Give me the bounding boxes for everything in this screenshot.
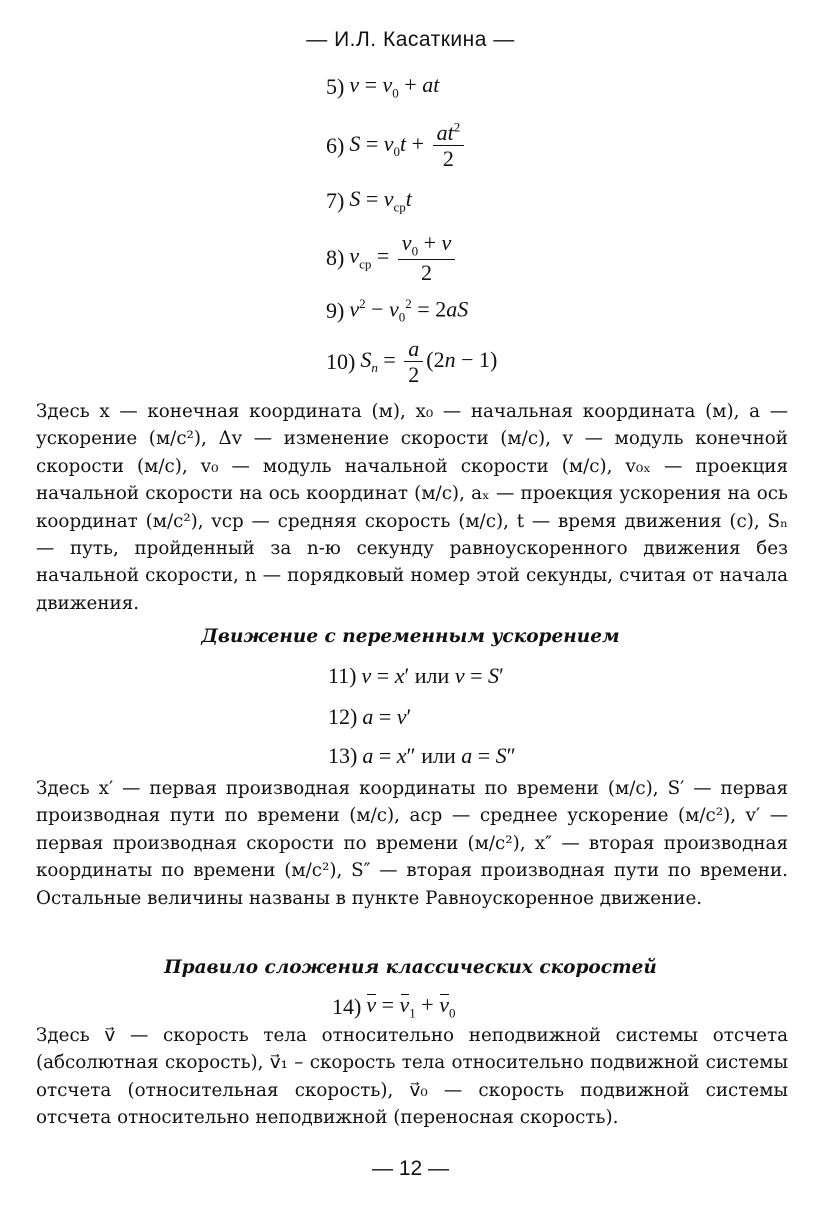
- formula-body: $S = v_0t$ + $\frac{at^2}{2}$: [349, 120, 467, 172]
- formula-body: $v_{ср}$ = $\frac{v_0 + v}{2}$: [349, 230, 458, 286]
- formula-number: 9): [326, 297, 345, 323]
- formula-number: 6): [326, 132, 345, 158]
- formula-5: [326, 72, 439, 101]
- formula-10: [326, 336, 497, 388]
- definitions-paragraph-1: Здесь x — конечная координата (м), x₀ — начальная координата (м), a — ускорение (м/с²), Δv — изменение скорости (м/с), v — модуль конечной скорости (м/с), v₀ — модуль начальной скорости (м/с), v₀ₓ — проекция начальной скорости на ось координат (м/с), aₓ — проекция ускорения на ось координат (м/с²), vср — средняя скорость (м/с), t — время движения (с), Sₙ — путь, пройденный за n-ю секунду равноускоренного движения без начальной скорости, n — порядковый номер этой секунды, считая от начала движения.: [36, 401, 788, 614]
- formula-body: a = x″ или a = S″: [362, 743, 516, 768]
- formula-7: [326, 186, 412, 215]
- definitions-paragraph-2: Здесь x′ — первая производная координаты по времени (м/с), S′ — первая производная пути по времени (м/с), aср — среднее ускорение (м/с²), v′ — первая производная скорости по времени (м/с²), x″ — вторая производная координаты по времени (м/с²), S″ — вторая производная пути по времени. Остальные величины названы в пункте Равноускоренное движение.: [36, 778, 788, 909]
- formula-11: [328, 663, 504, 689]
- formula-6: [326, 120, 467, 172]
- formula-body: $S_n$ = $\frac{a}{2}$ (2n − 1): [360, 336, 498, 388]
- formula-body: a = v′: [362, 704, 412, 729]
- formula-number: 8): [326, 244, 345, 270]
- formula-14: [332, 992, 455, 1021]
- page-number: — 12 —: [371, 1157, 450, 1180]
- formula-number: 13): [328, 743, 358, 768]
- formula-body: $S = v_{ср}t$: [349, 186, 412, 215]
- section-heading-velocity-addition: Правило сложения классических скоростей: [164, 957, 657, 978]
- formula-body: $v = v_0$ + at: [349, 72, 440, 101]
- formula-8: [326, 230, 458, 286]
- formula-number: 14): [332, 993, 362, 1019]
- formula-body: v = x′ или v = S′: [361, 663, 504, 688]
- section-heading-variable-acceleration: Движение с переменным ускорением: [201, 626, 620, 647]
- formula-body: $v = v_1 + v_0$: [366, 992, 456, 1021]
- running-header: — И.Л. Касаткина —: [306, 28, 515, 51]
- formula-or: или: [414, 663, 450, 688]
- formula-number: 11): [328, 663, 357, 688]
- formula-12: [328, 704, 411, 730]
- formula-number: 7): [326, 187, 345, 213]
- definitions-paragraph-3: Здесь v⃗ — скорость тела относительно неподвижной системы отсчета (абсолютная скорость), v⃗₁ – скорость тела относительно подвижной системы отсчета (относительная скорость), v⃗₀ — скорость подвижной системы отсчета относительно неподвижной (переносная скорость).: [36, 1025, 788, 1129]
- formula-13: [328, 743, 516, 769]
- formula-number: 5): [326, 73, 345, 99]
- formula-number: 10): [326, 348, 356, 374]
- formula-or: или: [421, 743, 456, 768]
- formula-body: $v^2 - v_0^2 = 2aS$: [349, 296, 469, 325]
- formula-number: 12): [328, 704, 358, 729]
- formula-9: [326, 296, 468, 326]
